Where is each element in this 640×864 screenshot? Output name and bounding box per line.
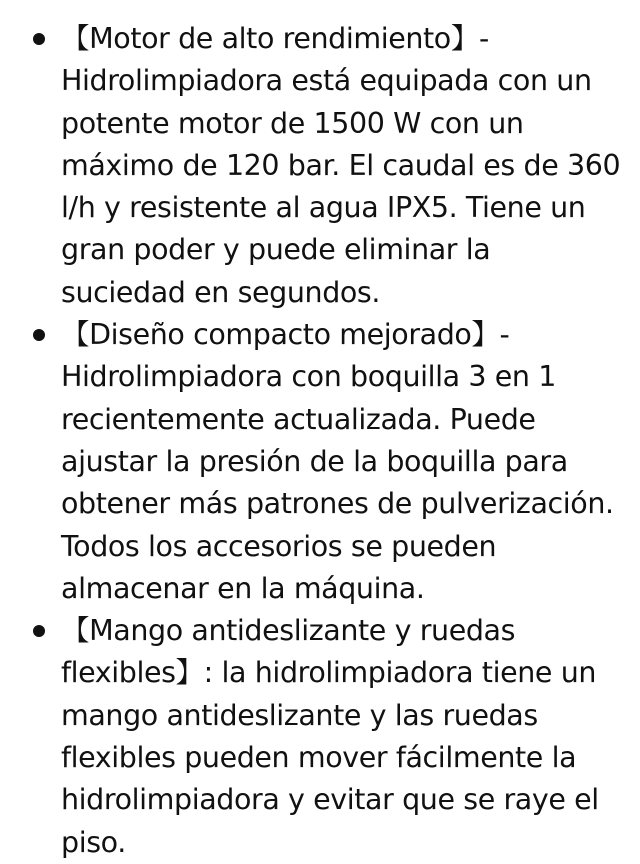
feature-text: 【Mango antideslizante y ruedas flexibles】: la hidrolimpiadora tiene un mango antideslizante y las ruedas flexibles pueden mover fácilmente la hidrolimpiadora y evitar que se raye el piso. — [61, 614, 599, 859]
bullet-dot-icon — [33, 329, 45, 341]
feature-bullet-item — [0, 314, 640, 610]
feature-text: 【Diseño compacto mejorado】- Hidrolimpiadora con boquilla 3 en 1 recientemente actualizada. Puede ajustar la presión de la boquilla para obtener más patrones de pulverización. Todos los accesorios se pueden almacenar en la máquina. — [61, 318, 614, 605]
feature-bullet-item — [0, 18, 640, 314]
feature-text: 【Motor de alto rendimiento】- Hidrolimpiadora está equipada con un potente motor de 1500 W con un máximo de 120 bar. El caudal es de 360 l/h y resistente al agua IPX5. Tiene un gran poder y puede eliminar la suciedad en segundos. — [61, 22, 621, 309]
bullet-dot-icon — [33, 625, 45, 637]
feature-bullet-item — [0, 610, 640, 864]
bullet-dot-icon — [33, 33, 45, 45]
